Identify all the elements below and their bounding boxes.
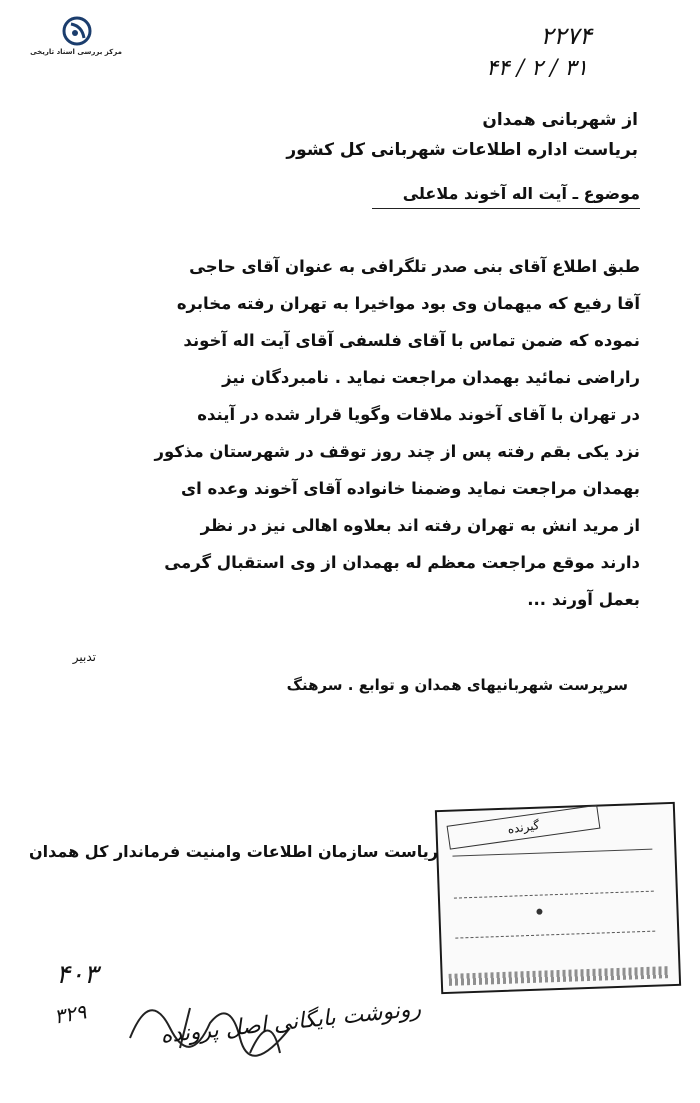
stamp-rule	[454, 891, 654, 899]
stamp-rule	[455, 931, 655, 939]
recipient-line: ریاست سازمان اطلاعات وامنیت فرماندار کل همدان	[29, 842, 438, 861]
stamp-rule	[452, 849, 652, 857]
body-line: طبق اطلاع آقای بنی صدر تلگرافی به عنوان آقای حاجی	[189, 257, 640, 276]
body-line: بعمل آورند ...	[527, 590, 640, 609]
archive-logo-icon	[62, 16, 92, 46]
body-line: بهمدان مراجعت نماید وضمنا خانواده آقای آخوند وعده ای	[180, 479, 640, 498]
handwritten-code: ۳۲۹	[52, 999, 89, 1029]
to-line: بریاست اداره اطلاعات شهربانی کل کشور	[286, 140, 638, 160]
document-date: ۳۱ / ۲ / ۴۴	[486, 56, 588, 81]
document-number: ۲۲۷۴	[540, 22, 592, 50]
body-line: راراضی نمائید بهمدان مراجعت نماید . نامبردگان نیز	[222, 368, 640, 387]
body-line: در تهران با آقای آخوند ملاقات وگویا قرار شده در آینده	[197, 405, 640, 424]
receipt-stamp	[435, 802, 681, 994]
body-line: از مرید انش به تهران رفته اند بعلاوه اهالی نیز در نظر	[200, 516, 640, 535]
body-line: آقا رفیع که میهمان وی بود مواخیرا به تهران رفته مخابره	[176, 294, 640, 313]
archive-logo	[28, 16, 124, 70]
body-line: دارند موقع مراجعت معظم له بهمدان از وی استقبال گرمی	[164, 553, 640, 572]
subject-underline	[372, 208, 640, 209]
handwritten-number: ۴۰۳	[56, 960, 98, 990]
stamp-mark	[536, 909, 542, 915]
body-line: نموده که ضمن تماس با آقای فلسفی آقای آیت اله آخوند	[183, 331, 640, 350]
stamp-footer	[449, 966, 669, 986]
archive-logo-text: مرکز بررسی اسناد تاریخی	[30, 48, 122, 56]
body-line: نزد یکی بقم رفته پس از چند روز توقف در شهرستان مذکور	[154, 442, 640, 461]
stamp-label: گیرنده	[447, 805, 601, 850]
copy-label: تدبیر	[72, 650, 96, 664]
handwritten-note: رونوشت بایگانی اصل پرونده	[159, 996, 423, 1049]
from-line: از شهربانی همدان	[482, 110, 638, 130]
body-paragraph	[120, 248, 640, 618]
subject-line: موضوع ـ آیت اله آخوند ملاعلی	[402, 184, 640, 203]
signature-line: سرپرست شهربانیهای همدان و توابع . سرهنگ	[286, 676, 628, 694]
